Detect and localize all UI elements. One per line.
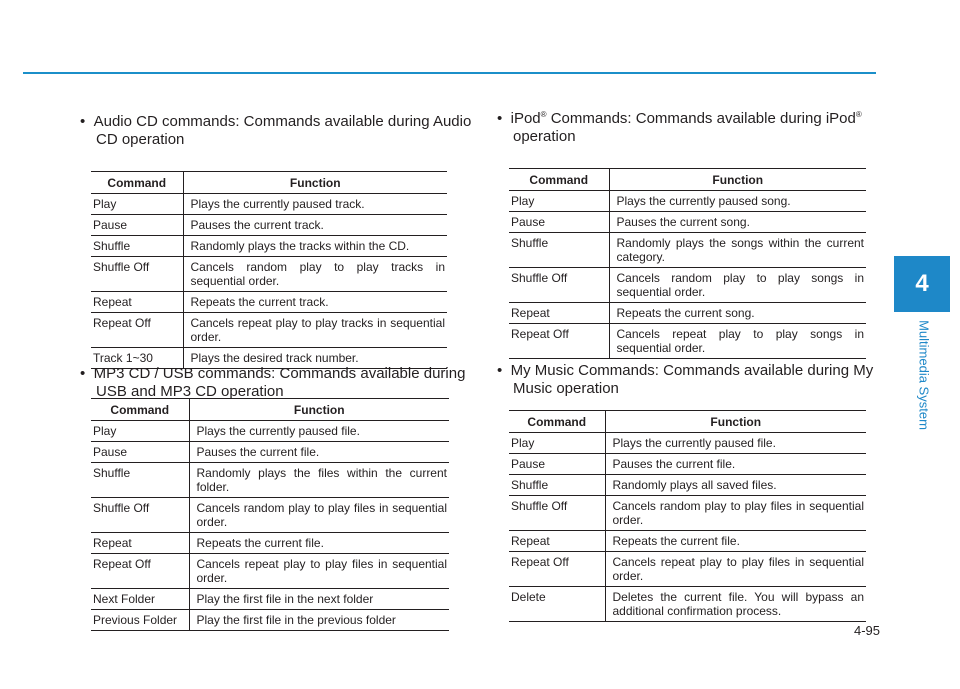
audio-cd-heading-text: Audio CD commands: Commands available during Audio CD operation [93, 113, 472, 148]
column-header-command: Command [509, 411, 605, 433]
command-cell: Shuffle Off [91, 498, 189, 533]
table-row [509, 531, 866, 552]
mp3-usb-table [91, 398, 449, 631]
command-cell: Play [509, 191, 609, 212]
command-cell: Shuffle [91, 463, 189, 498]
column-header-command: Command [91, 172, 183, 194]
function-cell: Deletes the current file. You will bypass an additional confirmation process. [605, 587, 866, 622]
ipod-heading-part3: operation [513, 128, 576, 145]
header-rule [23, 72, 876, 74]
command-cell: Repeat [91, 292, 183, 313]
function-cell: Pauses the current track. [183, 215, 447, 236]
table-row [509, 324, 866, 359]
command-cell: Shuffle [509, 475, 605, 496]
column-header-function: Function [189, 399, 449, 421]
function-cell: Play the first file in the next folder [189, 589, 449, 610]
function-cell: Plays the currently paused song. [609, 191, 866, 212]
column-header-function: Function [183, 172, 447, 194]
command-cell: Pause [91, 442, 189, 463]
table-row [91, 236, 447, 257]
table-row [509, 303, 866, 324]
function-cell: Randomly plays the tracks within the CD. [183, 236, 447, 257]
function-cell: Randomly plays all saved files. [605, 475, 866, 496]
table-row [509, 268, 866, 303]
bullet-glyph: • [497, 362, 503, 379]
table-row [91, 610, 449, 631]
function-cell: Repeats the current track. [183, 292, 447, 313]
command-cell: Repeat Off [91, 554, 189, 589]
command-cell: Next Folder [91, 589, 189, 610]
command-cell: Delete [509, 587, 605, 622]
function-cell: Plays the currently paused file. [189, 421, 449, 442]
function-cell: Randomly plays the songs within the current category. [609, 233, 866, 268]
chapter-tab [894, 256, 950, 312]
function-cell: Pauses the current song. [609, 212, 866, 233]
command-cell: Play [91, 421, 189, 442]
table-row [91, 498, 449, 533]
mp3-usb-heading-text: MP3 CD / USB commands: Commands available during USB and MP3 CD operation [93, 365, 466, 400]
page-number: 4-95 [853, 623, 880, 638]
column-header-command: Command [509, 169, 609, 191]
table-row [91, 442, 449, 463]
table-row [509, 233, 866, 268]
command-cell: Repeat Off [509, 552, 605, 587]
table-header-row [91, 399, 449, 421]
ipod-heading [497, 110, 893, 146]
table-row [509, 433, 866, 454]
table-row [91, 421, 449, 442]
function-cell: Repeats the current file. [189, 533, 449, 554]
chapter-title: Multimedia System [916, 320, 932, 430]
function-cell: Pauses the current file. [189, 442, 449, 463]
command-cell: Repeat [509, 303, 609, 324]
function-cell: Cancels repeat play to play files in sequential order. [605, 552, 866, 587]
command-cell: Pause [509, 454, 605, 475]
function-cell: Repeats the current song. [609, 303, 866, 324]
mp3-usb-heading [80, 365, 480, 401]
function-cell: Randomly plays the files within the current folder. [189, 463, 449, 498]
table-row [91, 194, 447, 215]
table-row [91, 292, 447, 313]
chapter-number: 4 [915, 270, 929, 297]
my-music-rows [509, 433, 866, 622]
table-row [509, 212, 866, 233]
bullet-glyph: • [80, 365, 86, 382]
table-row [91, 257, 447, 292]
ipod-table [509, 168, 866, 359]
command-cell: Shuffle Off [91, 257, 183, 292]
function-cell: Pauses the current file. [605, 454, 866, 475]
command-cell: Pause [91, 215, 183, 236]
table-row [509, 475, 866, 496]
function-cell: Cancels repeat play to play songs in sequential order. [609, 324, 866, 359]
command-cell: Shuffle [509, 233, 609, 268]
ipod-rows [509, 191, 866, 359]
table-row [91, 463, 449, 498]
command-cell: Repeat [509, 531, 605, 552]
function-cell: Cancels repeat play to play tracks in sequential order. [183, 313, 447, 348]
registered-mark: ® [540, 110, 547, 119]
table-header-row [91, 172, 447, 194]
command-cell: Repeat Off [91, 313, 183, 348]
audio-cd-heading [80, 113, 476, 149]
command-cell: Pause [509, 212, 609, 233]
audio-cd-rows [91, 194, 447, 369]
function-cell: Play the first file in the previous folder [189, 610, 449, 631]
table-header-row [509, 169, 866, 191]
function-cell: Repeats the current file. [605, 531, 866, 552]
table-row [509, 454, 866, 475]
table-row [509, 552, 866, 587]
command-cell: Track 1~30 [91, 348, 183, 369]
column-header-command: Command [91, 399, 189, 421]
my-music-heading-text: My Music Commands: Commands available during My Music operation [510, 362, 874, 397]
command-cell: Play [91, 194, 183, 215]
mp3-usb-rows [91, 421, 449, 631]
my-music-heading [497, 362, 893, 398]
command-cell: Shuffle [91, 236, 183, 257]
command-cell: Shuffle Off [509, 496, 605, 531]
bullet-glyph: • [80, 113, 86, 130]
table-row [91, 215, 447, 236]
audio-cd-table [91, 171, 447, 369]
command-cell: Previous Folder [91, 610, 189, 631]
function-cell: Cancels random play to play files in sequential order. [189, 498, 449, 533]
bullet-glyph: • [497, 110, 503, 127]
function-cell: Plays the desired track number. [183, 348, 447, 369]
function-cell: Plays the currently paused track. [183, 194, 447, 215]
function-cell: Cancels random play to play songs in sequential order. [609, 268, 866, 303]
table-row [509, 496, 866, 531]
table-row [509, 587, 866, 622]
function-cell: Cancels repeat play to play files in sequential order. [189, 554, 449, 589]
command-cell: Shuffle Off [509, 268, 609, 303]
my-music-table [509, 410, 866, 622]
table-row [91, 554, 449, 589]
function-cell: Cancels random play to play files in sequential order. [605, 496, 866, 531]
table-row [509, 191, 866, 212]
column-header-function: Function [605, 411, 866, 433]
table-row [91, 589, 449, 610]
function-cell: Plays the currently paused file. [605, 433, 866, 454]
registered-mark: ® [855, 110, 862, 119]
command-cell: Repeat [91, 533, 189, 554]
ipod-heading-part1: iPod [510, 110, 541, 127]
command-cell: Play [509, 433, 605, 454]
column-header-function: Function [609, 169, 866, 191]
ipod-heading-part2: Commands: Commands available during iPod [546, 110, 856, 127]
table-row [91, 313, 447, 348]
command-cell: Repeat Off [509, 324, 609, 359]
table-row [91, 533, 449, 554]
function-cell: Cancels random play to play tracks in sequential order. [183, 257, 447, 292]
table-header-row [509, 411, 866, 433]
